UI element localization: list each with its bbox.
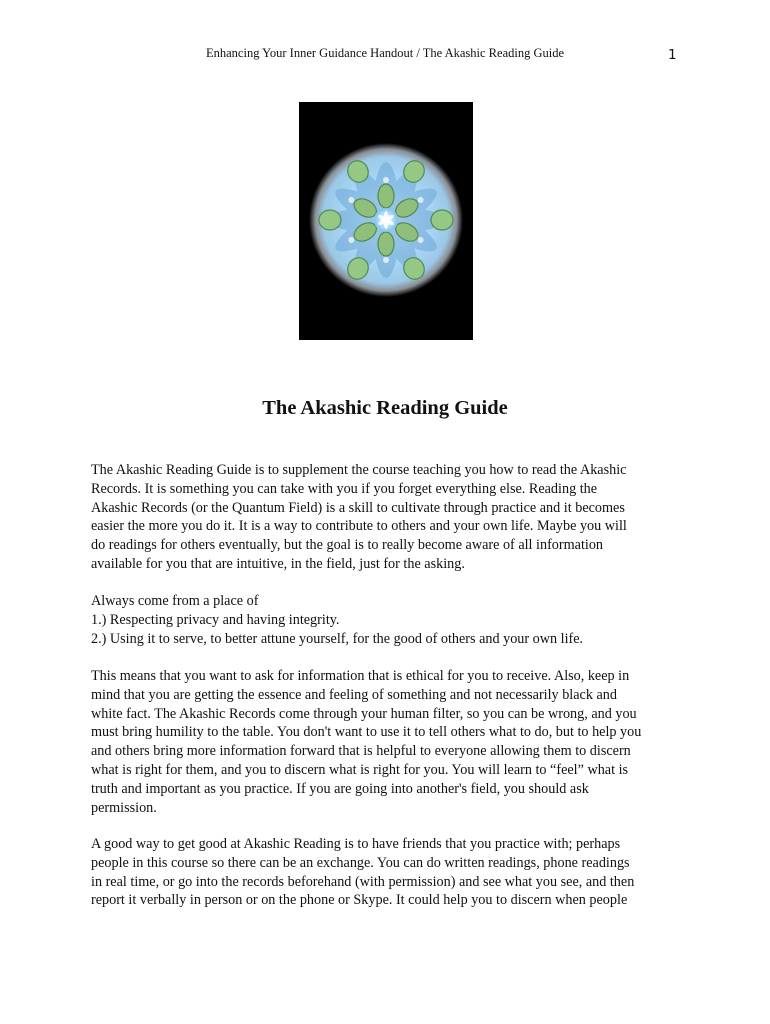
text-line: mind that you are getting the essence and feeling of something and not necessarily black and [91, 686, 617, 703]
text-line: permission. [91, 799, 157, 816]
text-line: in real time, or go into the records beforehand (with permission) and see what you see, and then [91, 873, 635, 890]
paragraph-intro [91, 461, 691, 574]
paragraph-principles [91, 592, 691, 648]
text-line: This means that you want to ask for information that is ethical for you to receive. Also, keep in [91, 668, 630, 684]
mandala-kaleidoscope-image [299, 102, 473, 340]
paragraph-ethics [91, 667, 691, 817]
mandala-icon [299, 102, 473, 340]
text-line: Akashic Records (or the Quantum Field) is a skill to cultivate through practice and it becomes [91, 499, 625, 516]
text-line: Always come from a place of [91, 593, 259, 609]
text-line: Records. It is something you can take with you if you forget everything else. Reading the [91, 480, 598, 497]
text-line: A good way to get good at Akashic Reading is to have friends that you practice with; perhaps [91, 836, 621, 852]
text-line: report it verbally in person or on the phone or Skype. It could help you to discern when people [91, 892, 628, 909]
text-line: The Akashic Reading Guide is to supplement the course teaching you how to read the Akashic [91, 462, 627, 478]
text-line: what is right for them, and you to discern what is right for you. You will learn to “feel” what is [91, 761, 629, 778]
text-line: white fact. The Akashic Records come through your human filter, so you can be wrong, and you [91, 705, 637, 722]
list-item: 2.) Using it to serve, to better attune yourself, for the good of others and your own life. [91, 630, 584, 647]
text-line: easier the more you do it. It is a way to contribute to others and your own life. Maybe you will [91, 518, 627, 535]
list-item: 1.) Respecting privacy and having integrity. [91, 611, 340, 628]
running-header: Enhancing Your Inner Guidance Handout / The Akashic Reading Guide [205, 46, 565, 60]
text-line: and others bring more information forward that is helpful to everyone allowing them to discern [91, 743, 631, 760]
text-line: must bring humility to the table. You don't want to use it to tell others what to do, but to help you [91, 724, 642, 741]
document-title: The Akashic Reading Guide [262, 397, 508, 419]
text-line: available for you that are intuitive, in the field, just for the asking. [91, 555, 465, 572]
page-number: 1 [668, 47, 677, 63]
paragraph-practice [91, 835, 691, 910]
text-line: do readings for others eventually, but the goal is to really become aware of all information [91, 537, 604, 554]
text-line: people in this course so there can be an exchange. You can do written readings, phone readings [91, 854, 630, 871]
text-line: truth and important as you practice. If you are going into another's field, you should ask [91, 780, 589, 797]
